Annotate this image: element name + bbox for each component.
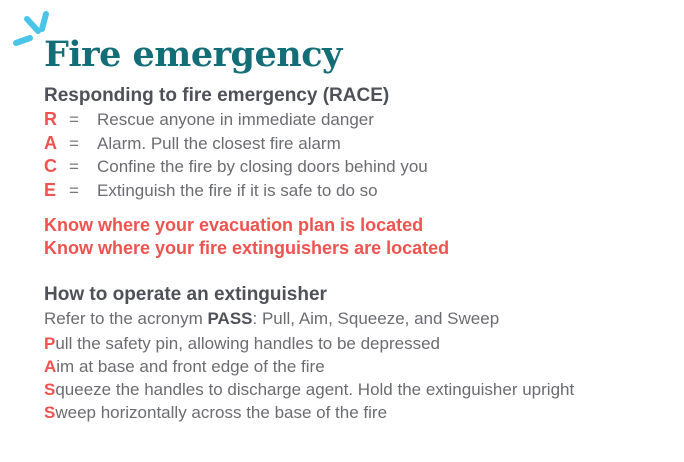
step-text: ull the safety pin, allowing handles to be depressed: [55, 334, 440, 353]
race-item-rescue: [44, 109, 428, 133]
step-letter: S: [44, 403, 56, 422]
race-letter: E: [44, 179, 57, 200]
race-section-heading: Responding to fire emergency (RACE): [44, 85, 390, 106]
page-title: Fire emergency: [44, 34, 342, 75]
note-evacuation-plan: Know where your evacuation plan is located: [44, 215, 424, 235]
step-letter: P: [44, 334, 56, 353]
race-letter: A: [44, 132, 57, 153]
race-list: [44, 109, 428, 203]
step-text: queeze the handles to discharge agent. Hold the extinguisher upright: [55, 380, 575, 399]
equals-separator: =: [69, 180, 79, 200]
step-text: im at base and front edge of the fire: [56, 357, 325, 376]
pass-step-pull: [44, 332, 574, 355]
race-item-extinguish: [44, 180, 428, 204]
equals-separator: =: [69, 110, 79, 129]
race-item-text: Alarm. Pull the closest fire alarm: [97, 133, 341, 153]
warning-notes: [44, 214, 449, 259]
note-fire-extinguishers: Know where your fire extinguishers are located: [44, 237, 450, 258]
step-text: weep horizontally across the base of the fire: [55, 403, 388, 422]
pass-intro-suffix: : Pull, Aim, Squeeze, and Sweep: [252, 309, 500, 328]
step-letter: S: [44, 380, 56, 399]
race-item-text: Extinguish the fire if it is safe to do so: [97, 180, 378, 200]
race-item-text: Confine the fire by closing doors behind you: [97, 157, 428, 176]
extinguisher-section-heading: How to operate an extinguisher: [44, 284, 327, 305]
pass-step-squeeze: [44, 378, 574, 401]
equals-separator: =: [69, 133, 79, 153]
pass-intro-prefix: Refer to the acronym: [44, 309, 208, 328]
pass-intro-line: [44, 309, 499, 329]
race-letter: C: [44, 156, 57, 176]
step-letter: A: [44, 357, 57, 376]
race-item-confine: [44, 156, 428, 180]
pass-steps-list: [44, 332, 574, 424]
equals-separator: =: [69, 157, 79, 176]
race-item-alarm: [44, 133, 428, 157]
pass-step-sweep: [44, 401, 574, 424]
race-letter: R: [44, 109, 57, 129]
pass-step-aim: [44, 355, 574, 378]
race-item-text: Rescue anyone in immediate danger: [97, 110, 374, 129]
pass-acronym: PASS: [207, 309, 253, 328]
